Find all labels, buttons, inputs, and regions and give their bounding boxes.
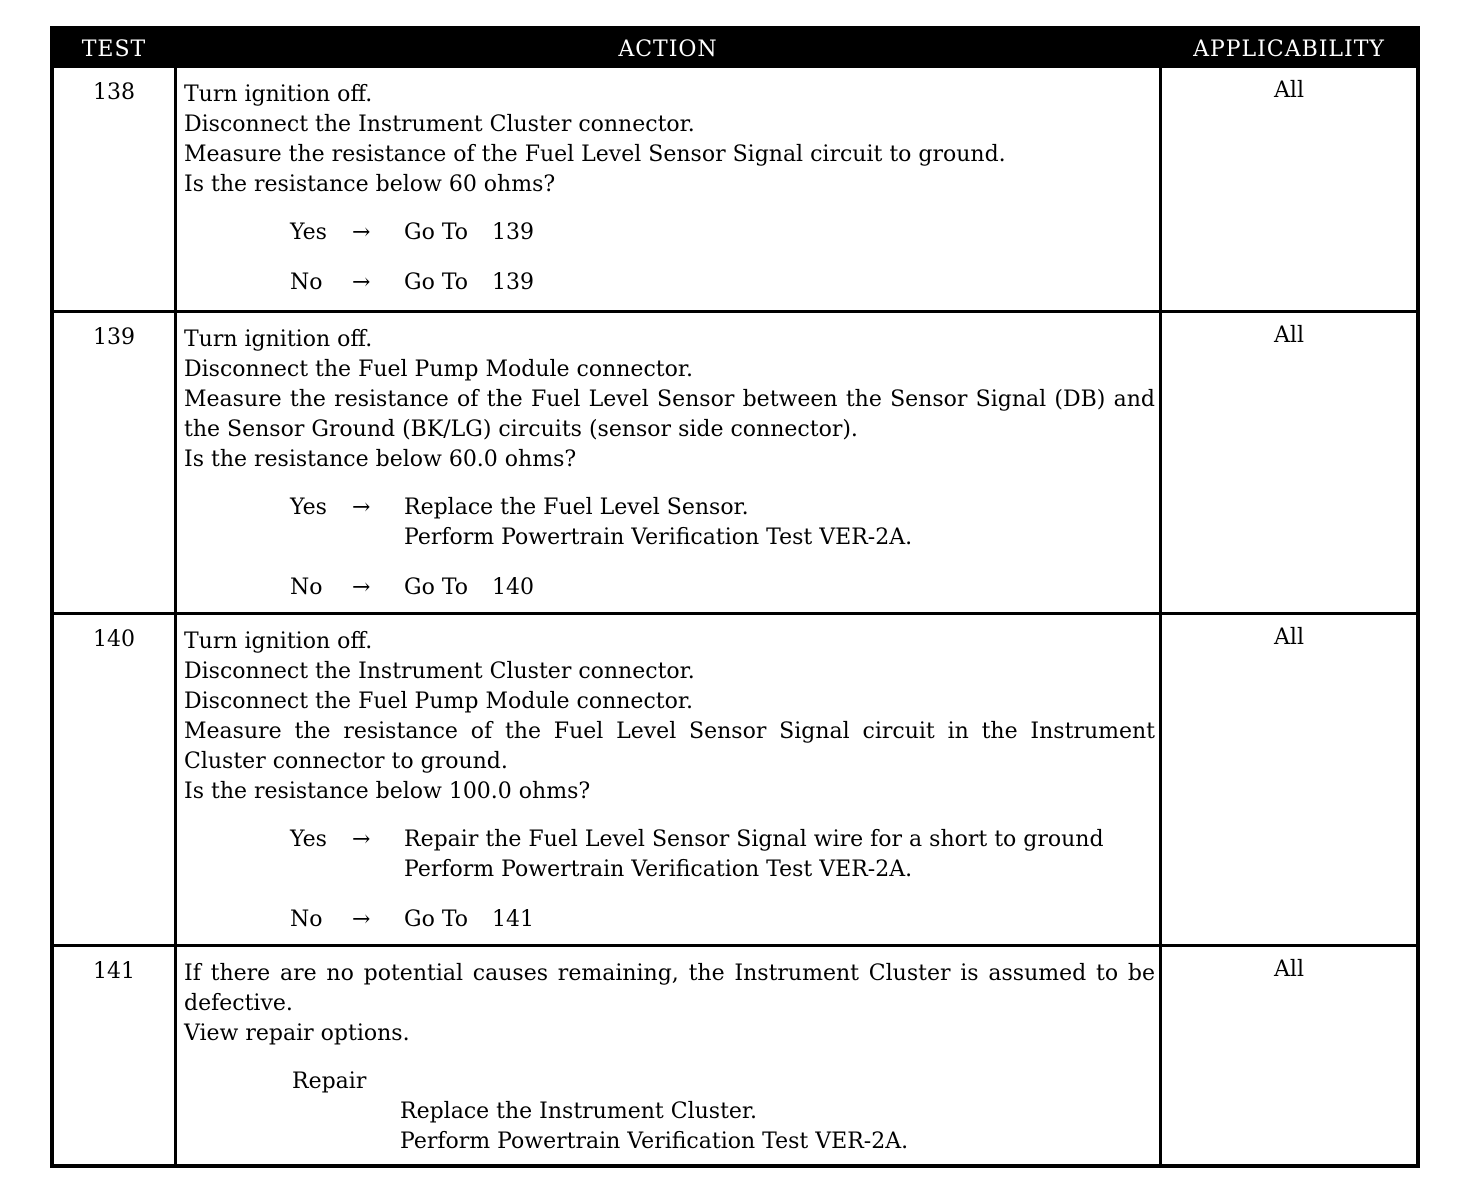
repair-options (184, 1067, 1155, 1157)
answers (184, 825, 1155, 935)
repair-instruction: Perform Powertrain Verification Test VER-2A. (400, 1129, 909, 1154)
action-line: defective. (184, 991, 293, 1016)
action-line: Turn ignition off. (184, 82, 373, 107)
test-number: 139 (93, 325, 135, 350)
action-line: Measure the resistance of the Fuel Level Sensor Signal circuit in the Instrument (184, 719, 1155, 744)
action-cell (174, 313, 1162, 612)
yes-instruction: Replace the Fuel Level Sensor. (404, 495, 749, 520)
arrow-icon: → (352, 907, 371, 932)
table-row (54, 944, 1416, 1164)
diagnostic-test-table (50, 26, 1420, 1168)
action-line: Turn ignition off. (184, 327, 373, 352)
no-answer (184, 905, 1155, 935)
yes-instruction: Perform Powertrain Verification Test VER-2A. (404, 525, 913, 550)
table-row (54, 68, 1416, 310)
table-header (54, 30, 1416, 68)
goto-label: Go To (404, 220, 469, 245)
arrow-icon: → (352, 270, 371, 295)
table-row (54, 612, 1416, 944)
yes-label: Yes (290, 495, 327, 520)
action-line: Measure the resistance of the Fuel Level Sensor between the Sensor Signal (DB) and (184, 387, 1155, 412)
arrow-icon: → (352, 575, 371, 600)
goto-label: Go To (404, 575, 469, 600)
goto-target-link[interactable]: 139 (492, 220, 535, 245)
applicability-cell: All (1274, 323, 1304, 348)
yes-answer (184, 825, 1155, 885)
no-label: No (290, 907, 323, 932)
yes-answer (184, 218, 1155, 248)
header-action: ACTION (618, 36, 718, 62)
action-line: Cluster connector to ground. (184, 749, 508, 774)
no-label: No (290, 575, 323, 600)
header-test: TEST (81, 36, 147, 62)
action-line: Is the resistance below 60.0 ohms? (184, 447, 577, 472)
action-cell (174, 947, 1162, 1164)
test-number: 141 (93, 959, 135, 984)
test-number: 140 (93, 627, 135, 652)
applicability-cell: All (1274, 625, 1304, 650)
action-line: Disconnect the Instrument Cluster connector. (184, 659, 695, 684)
repair-label: Repair (292, 1069, 367, 1094)
action-line: Disconnect the Fuel Pump Module connector. (184, 689, 693, 714)
action-line: Is the resistance below 60 ohms? (184, 172, 556, 197)
no-answer (184, 573, 1155, 603)
no-answer (184, 268, 1155, 298)
header-applicability: APPLICABILITY (1193, 36, 1385, 62)
action-cell (174, 615, 1162, 944)
action-line: If there are no potential causes remaining, the Instrument Cluster is assumed to be (184, 961, 1155, 986)
answers (184, 218, 1155, 298)
applicability-cell: All (1274, 957, 1304, 982)
answers (184, 493, 1155, 603)
goto-label: Go To (404, 907, 469, 932)
goto-target-link[interactable]: 140 (492, 575, 535, 600)
action-cell (174, 68, 1162, 310)
yes-label: Yes (290, 827, 327, 852)
arrow-icon: → (352, 827, 371, 852)
action-line: Measure the resistance of the Fuel Level Sensor Signal circuit to ground. (184, 142, 1006, 167)
goto-target-link[interactable]: 141 (492, 907, 535, 932)
no-label: No (290, 270, 323, 295)
action-line: Turn ignition off. (184, 629, 373, 654)
test-number: 138 (93, 80, 135, 105)
action-line: View repair options. (184, 1021, 410, 1046)
goto-target-link[interactable]: 139 (492, 270, 535, 295)
action-line: Is the resistance below 100.0 ohms? (184, 779, 591, 804)
yes-instruction: Perform Powertrain Verification Test VER-2A. (404, 857, 913, 882)
arrow-icon: → (352, 495, 371, 520)
repair-instruction: Replace the Instrument Cluster. (400, 1099, 758, 1124)
action-line: the Sensor Ground (BK/LG) circuits (sensor side connector). (184, 417, 858, 442)
table-row (54, 310, 1416, 612)
yes-answer (184, 493, 1155, 553)
action-line: Disconnect the Instrument Cluster connector. (184, 112, 695, 137)
yes-instruction: Repair the Fuel Level Sensor Signal wire for a short to ground (404, 827, 1104, 852)
applicability-cell: All (1274, 78, 1304, 103)
goto-label: Go To (404, 270, 469, 295)
yes-label: Yes (290, 220, 327, 245)
action-line: Disconnect the Fuel Pump Module connector. (184, 357, 693, 382)
arrow-icon: → (352, 220, 371, 245)
